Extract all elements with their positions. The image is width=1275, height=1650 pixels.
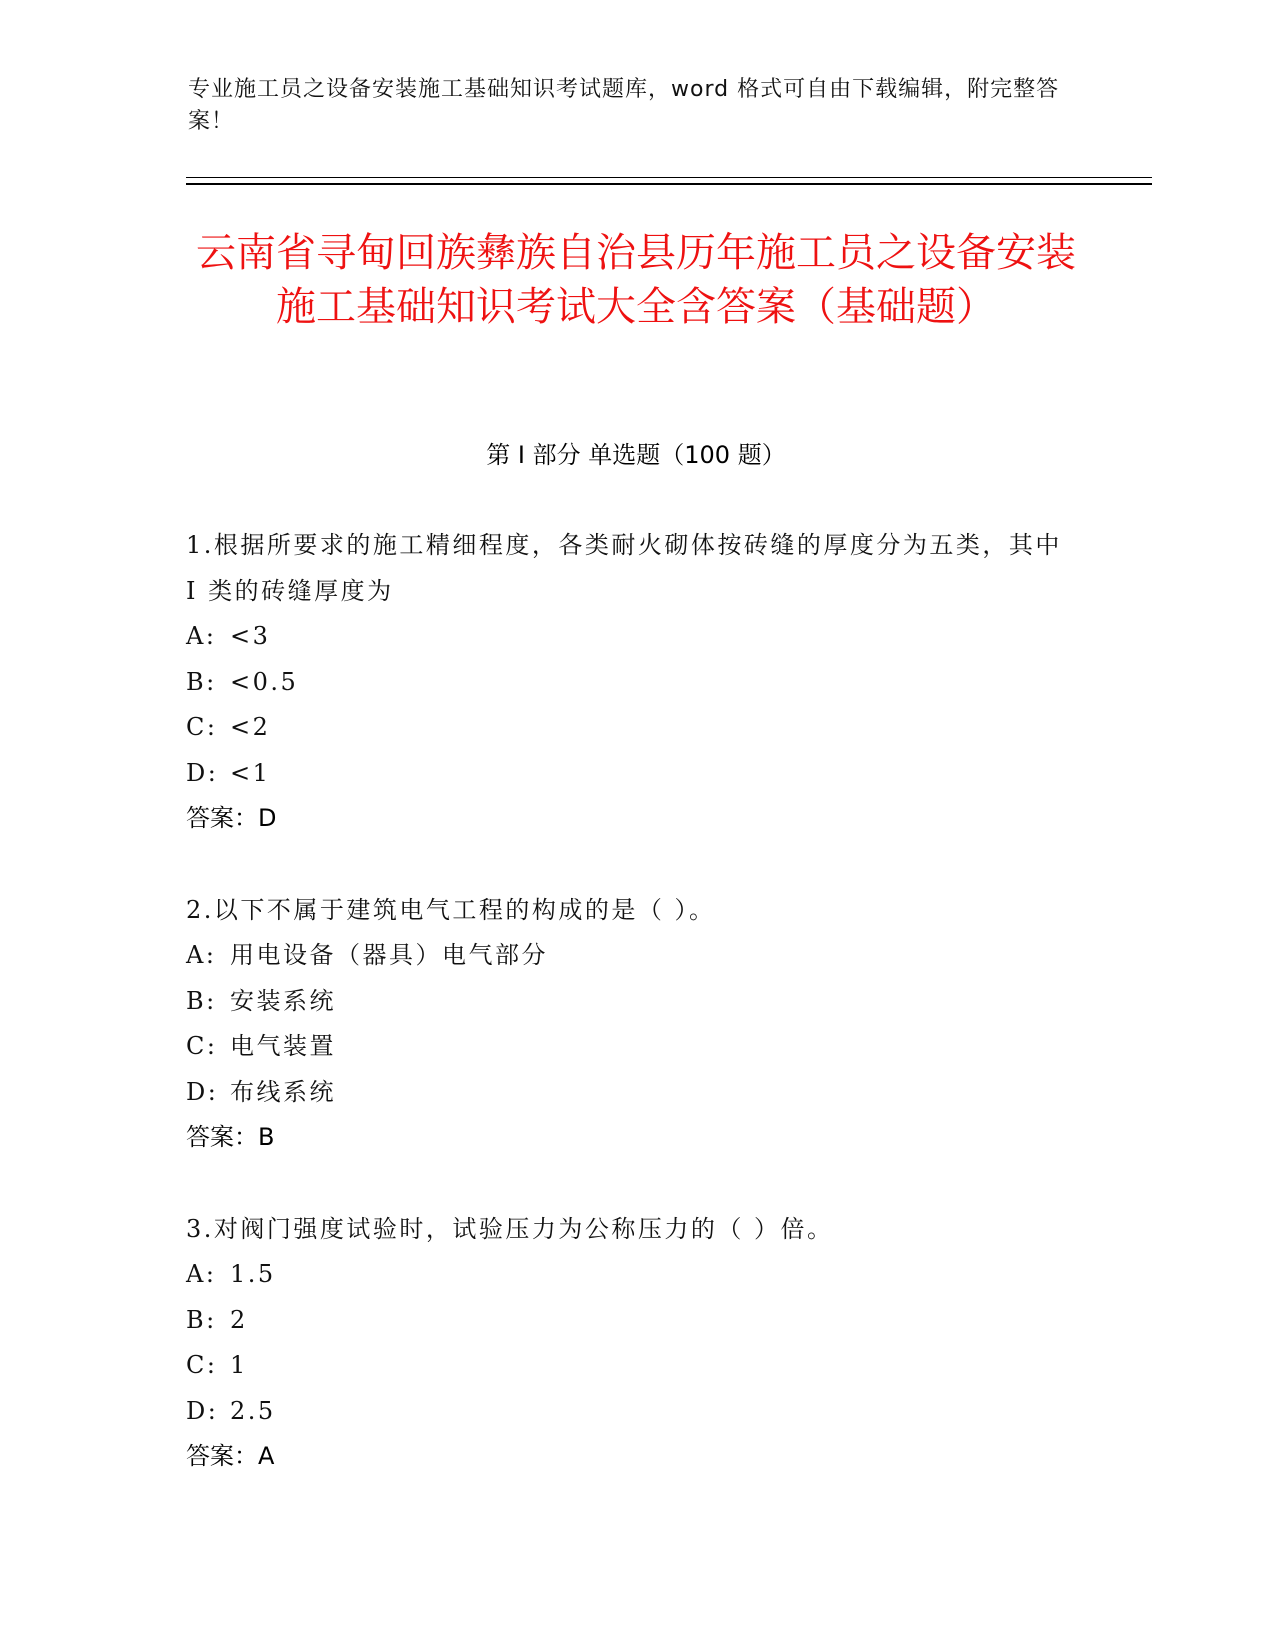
option-a (186, 1252, 1066, 1298)
section-heading: 第 I 部分 单选题（100 题） (486, 441, 786, 469)
question-2 (186, 888, 1066, 1161)
option-key: D: (186, 1396, 219, 1425)
header-divider-thin (186, 177, 1152, 178)
answer-line: 答案：A (186, 1442, 275, 1470)
option-key: B: (186, 1305, 217, 1334)
option-key: C: (186, 713, 218, 741)
option-b (186, 979, 1066, 1025)
question-stem: 1.根据所要求的施工精细程度，各类耐火砌体按砖缝的厚度分为五类，其中 I 类的砖缝厚度为 (186, 531, 1062, 605)
option-text: 布线系统 (230, 1077, 336, 1106)
option-key: D: (186, 758, 219, 787)
option-d (186, 1070, 1066, 1116)
question-stem: 2.以下不属于建筑电气工程的构成的是（ ）。 (186, 895, 716, 924)
option-text: <3 (230, 622, 271, 650)
option-key: B: (186, 667, 217, 696)
option-key: A: (186, 622, 217, 650)
option-b (186, 660, 1066, 706)
option-text: 2 (230, 1305, 248, 1334)
question-list (186, 523, 1066, 1526)
question-3 (186, 1207, 1066, 1480)
option-key: B: (186, 986, 217, 1015)
answer-line: 答案：D (186, 804, 277, 832)
answer-line: 答案：B (186, 1123, 275, 1151)
option-text: <1 (230, 758, 271, 787)
option-a (186, 614, 1066, 660)
option-text: 安装系统 (230, 986, 336, 1015)
option-c (186, 1343, 1066, 1389)
option-text: 1.5 (230, 1260, 276, 1288)
option-text: 2.5 (230, 1396, 276, 1425)
option-key: C: (186, 1032, 218, 1060)
question-1 (186, 523, 1066, 842)
option-c (186, 705, 1066, 751)
option-b (186, 1298, 1066, 1344)
header-divider-thick (186, 183, 1152, 185)
option-key: A: (186, 1260, 217, 1288)
option-text: 1 (230, 1351, 248, 1379)
option-key: D: (186, 1077, 219, 1106)
option-text: <0.5 (230, 667, 299, 696)
option-c (186, 1024, 1066, 1070)
option-d (186, 1389, 1066, 1435)
option-a (186, 933, 1066, 979)
header-note: 专业施工员之设备安装施工基础知识考试题库，word 格式可自由下载编辑，附完整答案！ (188, 77, 1060, 134)
option-key: C: (186, 1351, 218, 1379)
option-d (186, 751, 1066, 797)
question-stem: 3.对阀门强度试验时，试验压力为公称压力的（ ）倍。 (186, 1214, 834, 1243)
option-key: A: (186, 941, 217, 969)
document-title: 云南省寻甸回族彝族自治县历年施工员之设备安装施工基础知识考试大全含答案（基础题） (196, 230, 1076, 330)
option-text: 用电设备（器具）电气部分 (230, 941, 548, 969)
option-text: <2 (230, 713, 271, 741)
option-text: 电气装置 (230, 1032, 336, 1060)
